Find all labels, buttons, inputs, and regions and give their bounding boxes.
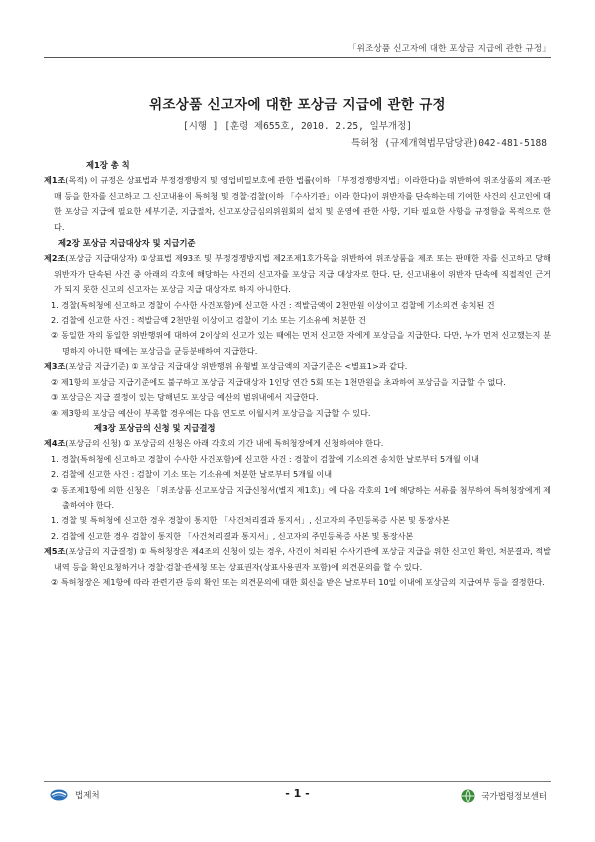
article-5-paragraph-2: ② 특허청장은 제1항에 따라 관련기관 등의 확인 또는 의견문의에 대한 회신을 받은 날로부터 10일 이내에 포상금의 지급여부 등을 결정한다. [51, 576, 545, 587]
article-5-number: 제5조 [44, 546, 66, 557]
article-1-number: 제1조 [44, 175, 66, 186]
article-3-paragraph-2: ② 제1항의 포상금 지급기준에도 불구하고 포상금 지급대상자 1인당 연간 5회 또는 1천만원을 초과하여 포상금을 지급할 수 없다. [51, 376, 506, 387]
agency-contact: 특허청 (규제개혁법무담당관)042-481-5188 [351, 138, 547, 149]
footer-right [461, 789, 547, 803]
document-body [44, 158, 551, 590]
article-2-text: (포상금 지급대상자) ①상표법 제93조 및 부정경쟁방지법 제2조제1호가목을 위반하여 위조상품을 제조 또는 판매한 자를 신고하고 당해 위반자가 단속된 사건 중 아래의 각호에 해당하는 사건의 신고자를 포상금 지급 대상자로 한다. 단, 신고내용이 위반자 단속에 직접적인 근거가 되지 못한 신고의 신고자는 포상금 지급 대상자로 하지 아니한다. [54, 253, 551, 295]
article-4-paragraph-2-item-2: 2. 검찰에 신고한 경우 검찰이 통지한 「사건처리결과 통지서」, 신고자의 주민등록증 사본 및 통장사본 [51, 530, 414, 541]
article-2 [44, 251, 551, 297]
article-3-number: 제3조 [44, 361, 66, 372]
article-5 [44, 544, 551, 575]
article-3-paragraph-3: ③ 포상금은 지급 결정이 있는 당해년도 포상금 예산의 범위내에서 지급한다. [51, 392, 319, 403]
document-title: 위조상품 신고자에 대한 포상금 지급에 관한 규정 [149, 97, 446, 113]
article-3 [44, 359, 551, 374]
article-4-item-2: 2. 검찰에 신고한 사건 : 검찰이 기소 또는 기소유예 처분한 날로부터 5개월 이내 [51, 469, 333, 480]
chapter-3-heading: 제3장 포상금의 신청 및 지급결정 [94, 422, 216, 433]
chapter-2-heading: 제2장 포상금 지급대상자 및 지급기준 [58, 238, 196, 249]
article-4-number: 제4조 [44, 438, 66, 449]
footer-divider [44, 781, 551, 782]
article-1 [44, 173, 551, 235]
article-4-item-1: 1. 경찰(특허청에 신고하고 경찰이 수사한 사건포함)에 신고한 사건 : 경찰이 검찰에 기소의견 송치한 날로부터 5개월 이내 [51, 453, 479, 464]
article-4-text: (포상금의 신청) ① 포상금의 신청은 아래 각호의 기간 내에 특허청장에게 신청하여야 한다. [65, 438, 384, 449]
globe-logo-icon [461, 789, 475, 803]
header-reference: 「위조상품 신고자에 대한 포상금 지급에 관한 규정」 [347, 44, 551, 54]
chapter-1-heading: 제1장 총 칙 [86, 160, 130, 170]
header-divider [44, 57, 551, 58]
article-4-paragraph-2: ② 동조제1항에 의한 신청은 「위조상품 신고포상금 지급신청서(별지 제1호)」에 다음 각호의 1에 해당하는 서류를 첨부하여 특허청장에게 제출하여야 한다. [51, 484, 551, 510]
article-5-text: (포상금의 지급결정) ① 특허청장은 제4조의 신청이 있는 경우, 사건이 처리된 수사기관에 포상금 지급을 위한 신고인 확인, 처분결과, 적발내역 등을 확인요청하거나 경찰·검찰·관세청 또는 상표권자(상표사용권자 포함)에 의견문의를 할 수 있다. [54, 546, 551, 572]
enforcement-info: [시행 ] [훈령 제655호, 2010. 2.25, 일부개정] [182, 121, 413, 132]
page-number: - 1 - [285, 787, 310, 800]
footer-left-label: 법제처 [75, 791, 100, 801]
article-3-paragraph-4: ④ 제3항의 포상금 예산이 부족할 경우에는 다음 연도로 이월시켜 포상금을 지급할 수 있다. [51, 407, 371, 418]
article-2-item-2: 2. 검찰에 신고한 사건 : 적발금액 2천만원 이상이고 검찰이 기소 또는 기소유예 처분한 건 [51, 315, 366, 326]
article-2-item-1: 1. 경찰(특허청에 신고하고 경찰이 수사한 사건포함)에 신고한 사건 : 적발금액이 2천만원 이상이고 검찰에 기소의견 송치된 건 [51, 299, 495, 310]
article-4 [44, 436, 551, 451]
article-2-paragraph-2: ② 동일한 자의 동일한 위반행위에 대하여 2이상의 신고가 있는 때에는 먼저 신고한 자에게 포상금을 지급한다. 다만, 누가 먼저 신고했는지 분명하지 아니한 때에는 포상금을 균등분배하여 지급한다. [51, 330, 551, 356]
article-2-number: 제2조 [44, 253, 66, 264]
article-4-paragraph-2-item-1: 1. 경찰 및 특허청에 신고한 경우 경찰이 통지한 「사건처리결과 통지서」, 신고자의 주민등록증 사본 및 통장사본 [51, 515, 450, 526]
article-1-text: (목적) 이 규정은 상표법과 부정경쟁방지 및 영업비밀보호에 관한 법률(이하 「부정경쟁방지법」이라한다)을 위반하여 위조상품의 제조·판매 등을 한자를 신고하고 그 신고내용이 특허청 및 경찰·검찰(이하 「수사기관」이라 한다)이 위반자를 단속하는데 기여한 사건의 신고인에 대한 포상금 지급에 필요한 세부기준, 지급절차, 신고포상금심의위원회의 설치 및 운영에 관한 사항, 기타 필요한 사항을 규정함을 목적으로 한다. [54, 175, 551, 232]
footer-right-label: 국가법령정보센터 [481, 792, 547, 802]
article-3-text: (포상금 지급기준) ① 포상금 지급대상 위반행위 유형별 포상금액의 지급기준은 <별표1>과 같다. [65, 361, 408, 372]
